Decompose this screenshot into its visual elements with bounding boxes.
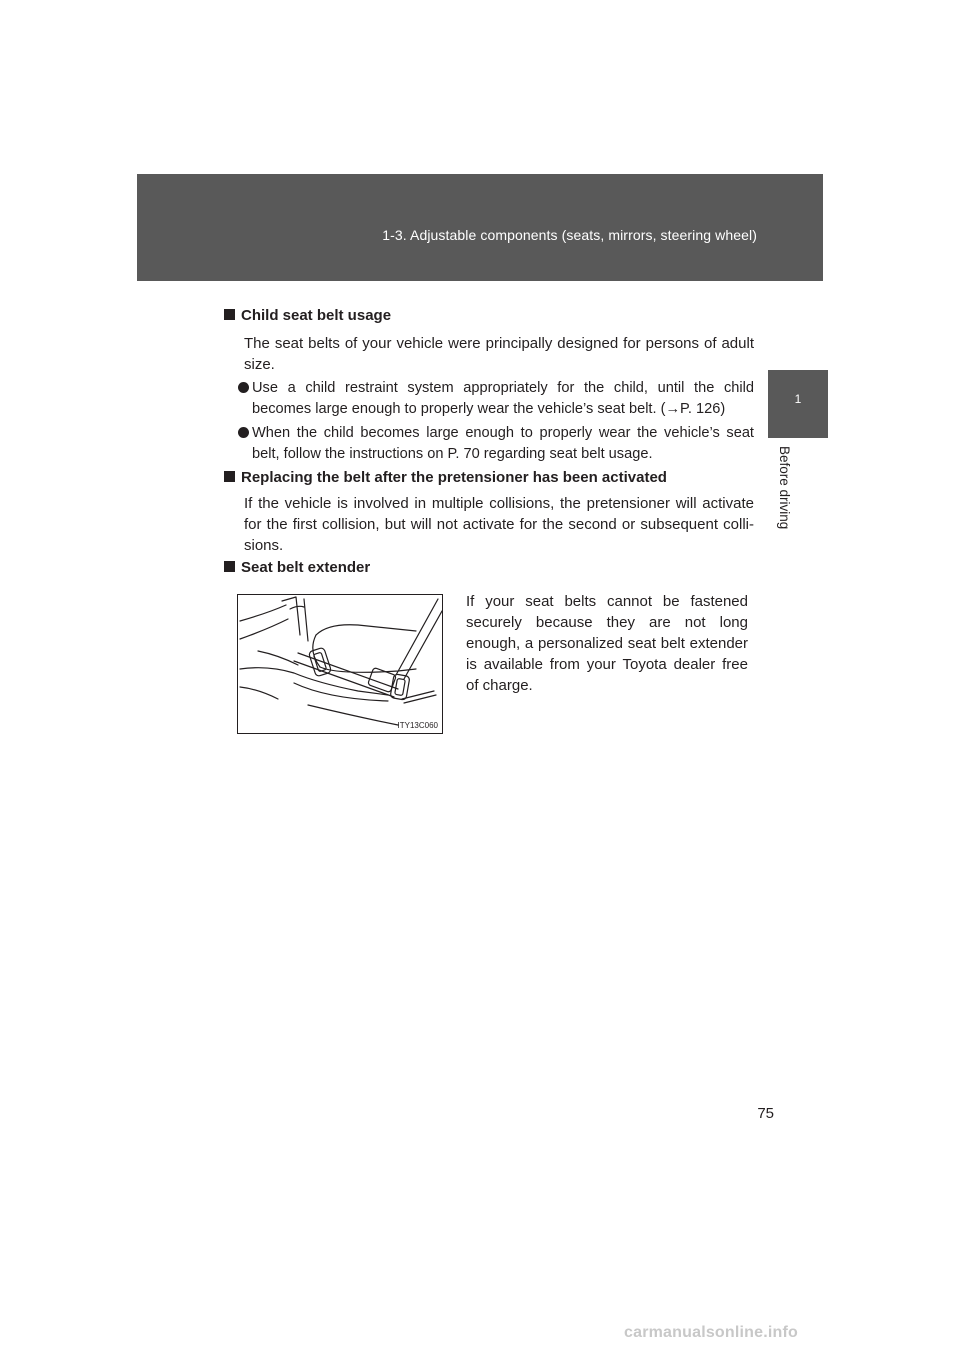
- list-item: [238, 423, 754, 465]
- square-bullet-icon: [224, 309, 235, 320]
- chapter-label-text: Before driving: [777, 446, 792, 530]
- square-bullet-icon: [224, 471, 235, 482]
- paragraph: The seat belts of your vehicle were principally designed for persons of adult size.: [244, 335, 754, 373]
- paragraph: If the vehicle is involved in multiple collisions, the pretensioner will activate for the first collision, but will not activate for the second or subsequent colli-sions.: [244, 495, 754, 554]
- section-title: 1-3. Adjustable components (seats, mirrors, steering wheel): [382, 227, 757, 243]
- chapter-number: 1: [794, 392, 802, 406]
- figure-code: ITY13C060: [397, 721, 438, 730]
- section-heading: Child seat belt usage: [224, 307, 391, 324]
- list-item: [238, 378, 754, 420]
- round-bullet-icon: [238, 427, 249, 438]
- header-band: [137, 174, 823, 281]
- section-heading: Seat belt extender: [224, 559, 370, 576]
- chapter-label: [772, 446, 798, 566]
- figure-description: If your seat belts cannot be fastened securely because they are not long enough, a personalized seat belt extender is available from your Toyota dealer free of charge.: [466, 593, 748, 694]
- list-item-text: When the child becomes large enough to properly wear the vehicle’s seat belt, follow the instructions on P. 70 regarding seat belt usage.: [252, 425, 754, 462]
- square-bullet-icon: [224, 561, 235, 572]
- page-number: 75: [757, 1105, 774, 1122]
- seat-belt-illustration-drawing: [238, 595, 442, 733]
- list-item-text: Use a child restraint system appropriately for the child, until the child becomes large enough to properly wear the vehicle’s seat belt. (→P. 126): [252, 380, 754, 417]
- section-heading: Replacing the belt after the pretensioner has been activated: [224, 469, 667, 486]
- watermark: carmanualsonline.info: [624, 1324, 799, 1341]
- chapter-tab: [768, 370, 828, 438]
- seat-belt-extender-illustration: [237, 594, 443, 734]
- round-bullet-icon: [238, 382, 249, 393]
